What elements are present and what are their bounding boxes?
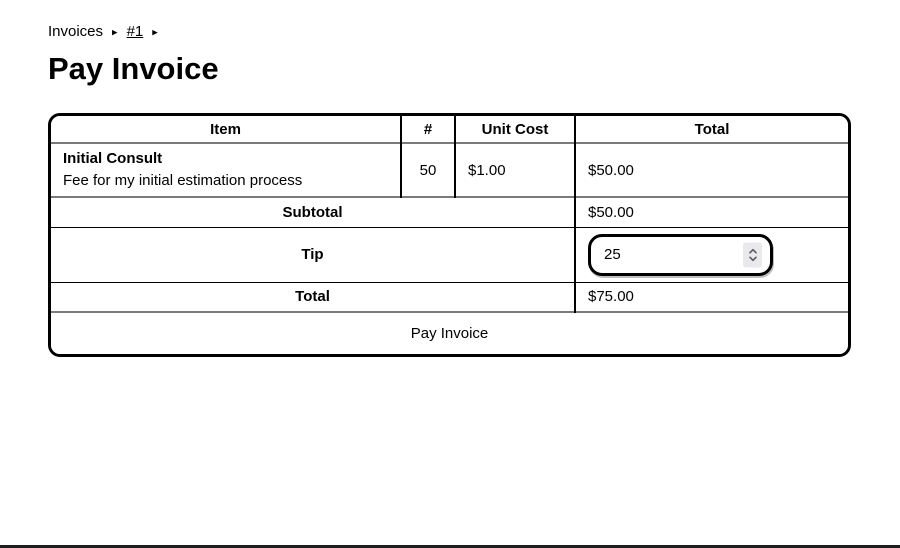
line-item-cell bbox=[51, 143, 401, 197]
total-label: Total bbox=[51, 282, 575, 312]
page-title: Pay Invoice bbox=[48, 51, 219, 86]
pay-invoice-row bbox=[51, 312, 848, 354]
line-item-total: $50.00 bbox=[575, 143, 848, 197]
stepper-chevrons-icon bbox=[748, 247, 758, 262]
tip-label: Tip bbox=[51, 227, 575, 282]
line-item-name: Initial Consult bbox=[63, 150, 163, 167]
tip-cell bbox=[575, 227, 848, 282]
breadcrumb-arrow-icon: ▸ bbox=[112, 26, 118, 38]
invoice-table-container bbox=[48, 113, 851, 357]
column-header-unit-cost: Unit Cost bbox=[455, 116, 575, 143]
breadcrumb-link-invoices[interactable]: Invoices bbox=[48, 23, 104, 40]
total-value: $75.00 bbox=[575, 282, 848, 312]
column-header-quantity: # bbox=[401, 116, 455, 143]
breadcrumb-link-invoice-number[interactable]: #1 bbox=[126, 23, 144, 40]
subtotal-value: $50.00 bbox=[575, 197, 848, 227]
column-header-total: Total bbox=[575, 116, 848, 143]
subtotal-label: Subtotal bbox=[51, 197, 575, 227]
line-item-row bbox=[51, 143, 848, 197]
invoice-table bbox=[51, 116, 848, 354]
tip-row bbox=[51, 227, 848, 282]
line-item-unit-cost: $1.00 bbox=[455, 143, 575, 197]
line-item-quantity: 50 bbox=[401, 143, 455, 197]
subtotal-row bbox=[51, 197, 848, 227]
pay-invoice-button[interactable]: Pay Invoice bbox=[51, 312, 848, 354]
line-item-description: Fee for my initial estimation process bbox=[63, 172, 303, 189]
column-header-item: Item bbox=[51, 116, 401, 143]
number-stepper[interactable] bbox=[743, 242, 762, 267]
total-row bbox=[51, 282, 848, 312]
breadcrumb bbox=[48, 23, 852, 41]
breadcrumb-arrow-icon: ▸ bbox=[152, 26, 158, 38]
table-header-row bbox=[51, 116, 848, 143]
